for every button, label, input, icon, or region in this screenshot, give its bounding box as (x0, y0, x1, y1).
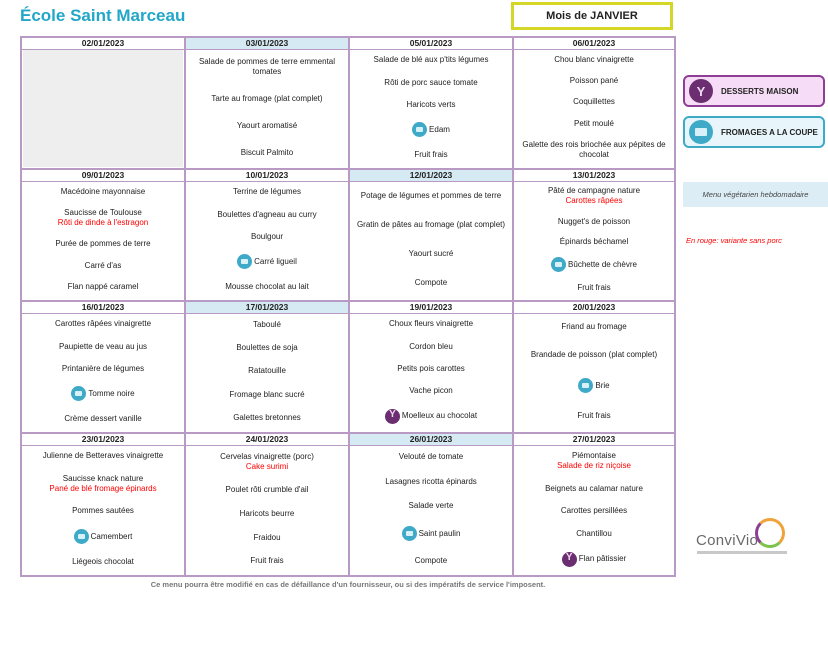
day-cell (186, 302, 350, 434)
dish-name: Fruit frais (577, 411, 611, 420)
dish-name: Haricots beurre (239, 508, 295, 518)
dish-name: Yaourt sucré (408, 249, 454, 259)
cheese-icon (402, 526, 417, 541)
dish-name: Carottes râpées vinaigrette (54, 319, 152, 329)
dish-name: Brie (595, 380, 610, 390)
dish-list (350, 313, 512, 430)
dish-name: Saint paulin (418, 528, 461, 538)
day-cell (350, 170, 514, 302)
dish-list (350, 181, 512, 298)
dish-name: Épinards béchamel (559, 236, 629, 246)
dish-item (186, 343, 348, 353)
dish-item (350, 319, 512, 329)
dish-item (186, 210, 348, 220)
day-cell (186, 38, 350, 170)
dish-name: Lasagnes ricotta épinards (385, 476, 477, 486)
dish-name: Macédoine mayonnaise (60, 186, 146, 196)
dish-name: Pommes sautées (72, 506, 134, 516)
dish-name: Gratin de pâtes au fromage (plat complet) (356, 219, 506, 229)
dish-name: Salade de blé aux p'tits légumes (373, 55, 489, 65)
dish-item (514, 506, 674, 516)
dish-item (186, 187, 348, 197)
dish-item (22, 319, 184, 329)
dish-item (186, 57, 348, 77)
dish-item (22, 386, 184, 401)
dish-name: Taboulé (252, 319, 282, 329)
dish-item (22, 529, 184, 544)
dish-item (22, 187, 184, 197)
dessert-icon (562, 552, 577, 567)
dish-name: Nugget's de poisson (557, 216, 631, 226)
dish-item (514, 283, 674, 293)
dish-name: Julienne de Betteraves vinaigrette (42, 451, 164, 461)
convivio-logo (695, 518, 795, 573)
day-cell (350, 38, 514, 170)
dish-item (350, 452, 512, 462)
dish-name: Edam (429, 124, 450, 134)
day-date: 19/01/2023 (350, 302, 512, 314)
dish-list (514, 181, 674, 298)
day-date: 05/01/2023 (350, 38, 512, 50)
month-title: Mois de JANVIER (511, 2, 673, 30)
dish-name: Paupiette de veau au jus (58, 341, 148, 351)
dish-name: Fraidou (253, 532, 281, 542)
dish-name: Friand au fromage (561, 322, 627, 331)
dish-item (514, 529, 674, 539)
dish-name: Compote (414, 278, 448, 288)
day-cell (514, 302, 674, 434)
day-cell (514, 38, 674, 170)
dish-item (22, 364, 184, 374)
dish-list (22, 445, 184, 573)
dish-item (186, 94, 348, 104)
dish-item (350, 100, 512, 110)
dish-item (186, 390, 348, 400)
dish-name: Biscuit Palmito (240, 147, 294, 157)
dish-name: Crème dessert vanille (64, 413, 142, 423)
day-cell (186, 434, 350, 575)
cheese-icon (74, 529, 89, 544)
dish-list (22, 181, 184, 298)
dish-list (22, 313, 184, 430)
pork-free-variant: Pané de blé fromage épinards (49, 483, 157, 493)
dish-item (514, 217, 674, 227)
day-date: 02/01/2023 (22, 38, 184, 50)
day-date: 20/01/2023 (514, 302, 674, 314)
logo-ring-icon (755, 518, 785, 548)
dish-item (350, 122, 512, 137)
legend-desserts-label: DESSERTS MAISON (721, 86, 799, 96)
day-date: 06/01/2023 (514, 38, 674, 50)
dish-name: Galette des rois briochée aux pépites de chocolat (522, 140, 666, 160)
dish-name: Choux fleurs vinaigrette (388, 319, 474, 329)
dish-name: Coquillettes (573, 97, 615, 107)
dish-item (186, 366, 348, 376)
dish-item (514, 257, 674, 272)
legend-fromages (683, 116, 825, 148)
dish-name: Petit moulé (573, 118, 615, 128)
dish-item (350, 191, 512, 201)
day-cell (350, 302, 514, 434)
dish-item (350, 526, 512, 541)
dessert-icon (385, 409, 400, 424)
dish-name: Flan nappé caramel (67, 282, 139, 292)
dish-name: Carré d'as (84, 260, 122, 270)
dish-list (350, 445, 512, 573)
dish-item (22, 208, 184, 228)
dish-name: Carré ligueil (254, 256, 297, 266)
dish-name: Salade de pommes de terre emmental tomates (198, 57, 336, 77)
dish-name: Vache picon (409, 386, 453, 396)
day-cell (186, 170, 350, 302)
dish-list (186, 445, 348, 573)
dish-item (514, 411, 674, 421)
dish-item (350, 249, 512, 259)
dish-item (22, 474, 184, 494)
dish-name: Flan pâtissier (578, 554, 627, 564)
dish-item (514, 97, 674, 107)
legend-fromages-label: FROMAGES A LA COUPE (721, 127, 818, 137)
day-date: 09/01/2023 (22, 170, 184, 182)
dish-name: Poisson pané (569, 76, 619, 86)
dish-name: Terrine de légumes (232, 187, 302, 197)
dish-item (22, 261, 184, 271)
day-date: 27/01/2023 (514, 434, 674, 446)
dish-name: Rôti de porc sauce tomate (384, 77, 478, 87)
dish-name: Camembert (90, 531, 133, 541)
dish-item (22, 451, 184, 461)
dish-item (514, 350, 674, 360)
vegetarian-note: Menu végétarien hebdomadaire (683, 182, 828, 207)
cheese-icon (71, 386, 86, 401)
dish-item (22, 282, 184, 292)
dish-name: Potage de légumes et pommes de terre (360, 190, 502, 200)
day-cell (514, 170, 674, 302)
dish-name: Tarte au fromage (plat complet) (211, 94, 323, 104)
dish-item (22, 414, 184, 424)
dish-item (350, 501, 512, 511)
dish-name: Fruit frais (414, 149, 448, 159)
dish-item (350, 150, 512, 160)
day-cell (22, 38, 186, 170)
dish-item (350, 386, 512, 396)
dish-name: Yaourt aromatisé (236, 120, 298, 130)
footer-disclaimer: Ce menu pourra être modifié en cas de défaillance d'un fournisseur, ou si des impératifs de service l'imposent. (150, 580, 546, 589)
dish-name: Liégeois chocolat (72, 556, 134, 566)
dish-name: Saucisse knack nature (62, 473, 144, 483)
dish-item (350, 220, 512, 230)
dish-name: Boulettes de soja (236, 343, 298, 353)
variant-note: En rouge: variante sans porc (686, 236, 782, 245)
dish-item (514, 119, 674, 129)
day-date: 13/01/2023 (514, 170, 674, 182)
dish-item (186, 320, 348, 330)
dish-name: Tomme noire (88, 388, 135, 398)
dish-list (186, 49, 348, 166)
dish-item (186, 282, 348, 292)
dish-item (514, 552, 674, 567)
day-date: 26/01/2023 (350, 434, 512, 446)
day-cell (22, 434, 186, 575)
day-date: 10/01/2023 (186, 170, 348, 182)
legend-desserts-maison (683, 75, 825, 107)
dish-item (514, 322, 674, 332)
dish-item (186, 485, 348, 495)
menu-grid (20, 36, 676, 577)
cheese-icon (551, 257, 566, 272)
dish-item (186, 254, 348, 269)
dish-item (514, 76, 674, 86)
dish-name: Bûchette de chèvre (568, 259, 637, 269)
dessert-icon (689, 79, 713, 103)
dish-list (350, 49, 512, 166)
day-date: 16/01/2023 (22, 302, 184, 314)
dish-item (22, 557, 184, 567)
dish-name: Fruit frais (577, 282, 611, 292)
dish-name: Purée de pommes de terre (55, 239, 151, 249)
school-title: École Saint Marceau (20, 6, 186, 25)
dish-item (186, 232, 348, 242)
dish-name: Boulettes d'agneau au curry (217, 209, 317, 219)
dish-item (186, 148, 348, 158)
cheese-icon (578, 378, 593, 393)
day-cell (350, 434, 514, 575)
dish-item (514, 451, 674, 471)
dish-name: Velouté de tomate (398, 452, 464, 462)
cheese-icon (237, 254, 252, 269)
dish-name: Salade verte (408, 501, 454, 511)
day-date: 12/01/2023 (350, 170, 512, 182)
dish-item (186, 413, 348, 423)
dish-item (22, 342, 184, 352)
dish-item (514, 237, 674, 247)
dish-name: Compote (414, 555, 448, 565)
dish-item (350, 556, 512, 566)
dish-item (186, 509, 348, 519)
day-date: 23/01/2023 (22, 434, 184, 446)
dish-item (514, 140, 674, 160)
dish-name: Cordon bleu (409, 341, 453, 351)
dish-item (514, 55, 674, 65)
day-cell (22, 302, 186, 434)
day-date: 03/01/2023 (186, 38, 348, 50)
dish-name: Chou blanc vinaigrette (554, 54, 634, 64)
empty-day-fill (23, 50, 183, 167)
dish-list (514, 313, 674, 430)
pork-free-variant: Cake surimi (245, 461, 289, 471)
dish-item (22, 506, 184, 516)
dish-name: Pâté de campagne nature (547, 186, 641, 196)
dish-name: Petits pois carottes (397, 363, 465, 373)
dish-item (350, 78, 512, 88)
dish-item (350, 55, 512, 65)
pork-free-variant: Rôti de dinde à l'estragon (57, 218, 149, 228)
dish-name: Printanière de légumes (61, 363, 145, 373)
dish-list (186, 313, 348, 430)
dish-list (186, 181, 348, 298)
dish-item (186, 533, 348, 543)
dish-name: Fromage blanc sucré (229, 389, 305, 399)
dish-item (350, 477, 512, 487)
cheese-icon (412, 122, 427, 137)
dish-item (186, 121, 348, 131)
dish-item (350, 342, 512, 352)
dish-name: Poulet rôti crumble d'ail (225, 485, 309, 495)
dish-name: Cervelas vinaigrette (porc) (220, 451, 314, 461)
dish-name: Haricots verts (406, 99, 456, 109)
dish-item (186, 452, 348, 472)
dish-item (186, 556, 348, 566)
dish-name: Mousse chocolat au lait (225, 281, 309, 291)
dish-name: Brandade de poisson (plat complet) (530, 350, 658, 359)
day-date: 17/01/2023 (186, 302, 348, 314)
day-cell (22, 170, 186, 302)
dish-item (350, 278, 512, 288)
dish-item (514, 484, 674, 494)
dish-item (350, 409, 512, 424)
dish-name: Galettes bretonnes (233, 413, 301, 423)
dish-name: Chantillou (576, 529, 612, 539)
dish-name: Fruit frais (250, 556, 284, 566)
dish-name: Ratatouille (248, 366, 286, 376)
cheese-icon (689, 120, 713, 144)
day-cell (514, 434, 674, 575)
dish-list (514, 49, 674, 166)
dish-name: Piémontaise (571, 451, 617, 461)
logo-text: ConviVio (696, 532, 759, 549)
dish-item (350, 364, 512, 374)
logo-tagline-bar (697, 551, 787, 554)
dish-name: Boulgour (250, 231, 284, 241)
dish-name: Carottes persillées (560, 506, 628, 516)
pork-free-variant: Carottes râpées (565, 196, 623, 206)
dish-item (22, 239, 184, 249)
dish-item (514, 186, 674, 206)
dish-name: Moelleux au chocolat (401, 411, 478, 421)
dish-name: Saucisse de Toulouse (64, 208, 142, 218)
pork-free-variant: Salade de riz niçoise (557, 461, 631, 471)
day-date: 24/01/2023 (186, 434, 348, 446)
dish-list (514, 445, 674, 573)
dish-item (514, 378, 674, 393)
dish-name: Beignets au calamar nature (545, 483, 643, 493)
